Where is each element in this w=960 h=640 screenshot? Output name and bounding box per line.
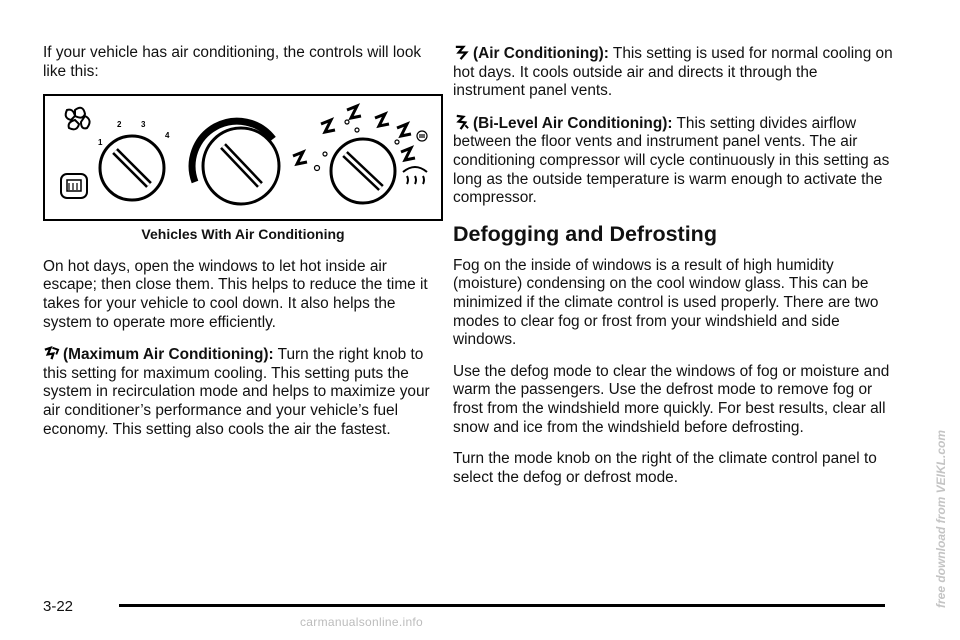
bilevel-ac-paragraph xyxy=(453,114,893,208)
climate-control-panel-illustration xyxy=(45,96,441,219)
windshield-defrost-icon xyxy=(403,167,427,184)
defog-paragraph: Use the defog mode to clear the windows of fog or moisture and warm the passengers. Use the defrost mode to remove fog or frost from the windshield more quickly. For best results, clear all snow and ice from the windshield before defrosting. xyxy=(453,362,890,436)
knob-paragraph: Turn the mode knob on the right of the climate control panel to select the defog or defrost mode. xyxy=(453,450,877,486)
bilevel-ac-icon xyxy=(453,114,470,131)
footer-rule xyxy=(119,604,885,607)
brand-text: carmanualsonline.info xyxy=(300,615,424,629)
ac-icon xyxy=(453,44,470,61)
fan-speed-1: 1 xyxy=(98,138,103,148)
left-column xyxy=(43,44,443,452)
fan-speed-2: 2 xyxy=(117,120,122,130)
mode-knob[interactable] xyxy=(331,139,395,203)
bilevel-ac-text: This setting divides airflow between the floor vents and instrument panel vents. The air conditioning compressor will cycle continuously in this setting as long as the outside temperature is warm enough to activate the compressor. xyxy=(453,114,890,207)
ac-paragraph xyxy=(453,44,893,101)
right-column xyxy=(453,44,893,500)
fan-speed-4: 4 xyxy=(165,131,170,141)
watermark xyxy=(928,330,952,610)
figure-caption: Vehicles With Air Conditioning xyxy=(141,226,345,243)
ac-label: (Air Conditioning): xyxy=(473,45,609,62)
max-ac-paragraph xyxy=(43,345,443,439)
rear-defrost-button[interactable] xyxy=(61,174,87,198)
bilevel-ac-label: (Bi-Level Air Conditioning): xyxy=(473,114,673,132)
climate-control-figure xyxy=(43,94,443,221)
fan-knob[interactable] xyxy=(100,136,164,200)
max-ac-icon xyxy=(43,345,60,362)
fan-speed-3: 3 xyxy=(141,120,146,130)
temperature-knob[interactable] xyxy=(192,121,279,204)
intro-text: If your vehicle has air conditioning, the controls will look like this: xyxy=(43,44,422,80)
hot-days-text: On hot days, open the windows to let hot inside air escape; then close them. This helps to reduce the time it takes for your vehicle to cool down. It also helps the system to operate more efficiently. xyxy=(43,257,428,331)
fan-icon xyxy=(66,108,90,130)
max-ac-text: Turn the right knob to this setting for maximum cooling. This setting puts the system in recirculation mode and helps to maximize your air conditioner’s performance and your vehicle’s fuel economy. This setting also cools the air the fastest. xyxy=(43,346,430,438)
section-heading: Defogging and Defrosting xyxy=(453,221,717,246)
max-ac-label: (Maximum Air Conditioning): xyxy=(63,346,274,364)
defog-indicator-icon xyxy=(417,131,427,141)
page-number: 3-22 xyxy=(43,598,74,615)
fog-paragraph: Fog on the inside of windows is a result of high humidity (moisture) condensing on the cool window glass. This can be minimized if the climate control is used properly. There are two modes to clear fog or frost from your windshield and side windows. xyxy=(453,256,879,349)
ac-text: This setting is used for normal cooling on hot days. It cools outside air and directs it through the instrument panel vents. xyxy=(453,45,893,100)
watermark-text: free download from VEIKL.com xyxy=(934,429,948,608)
